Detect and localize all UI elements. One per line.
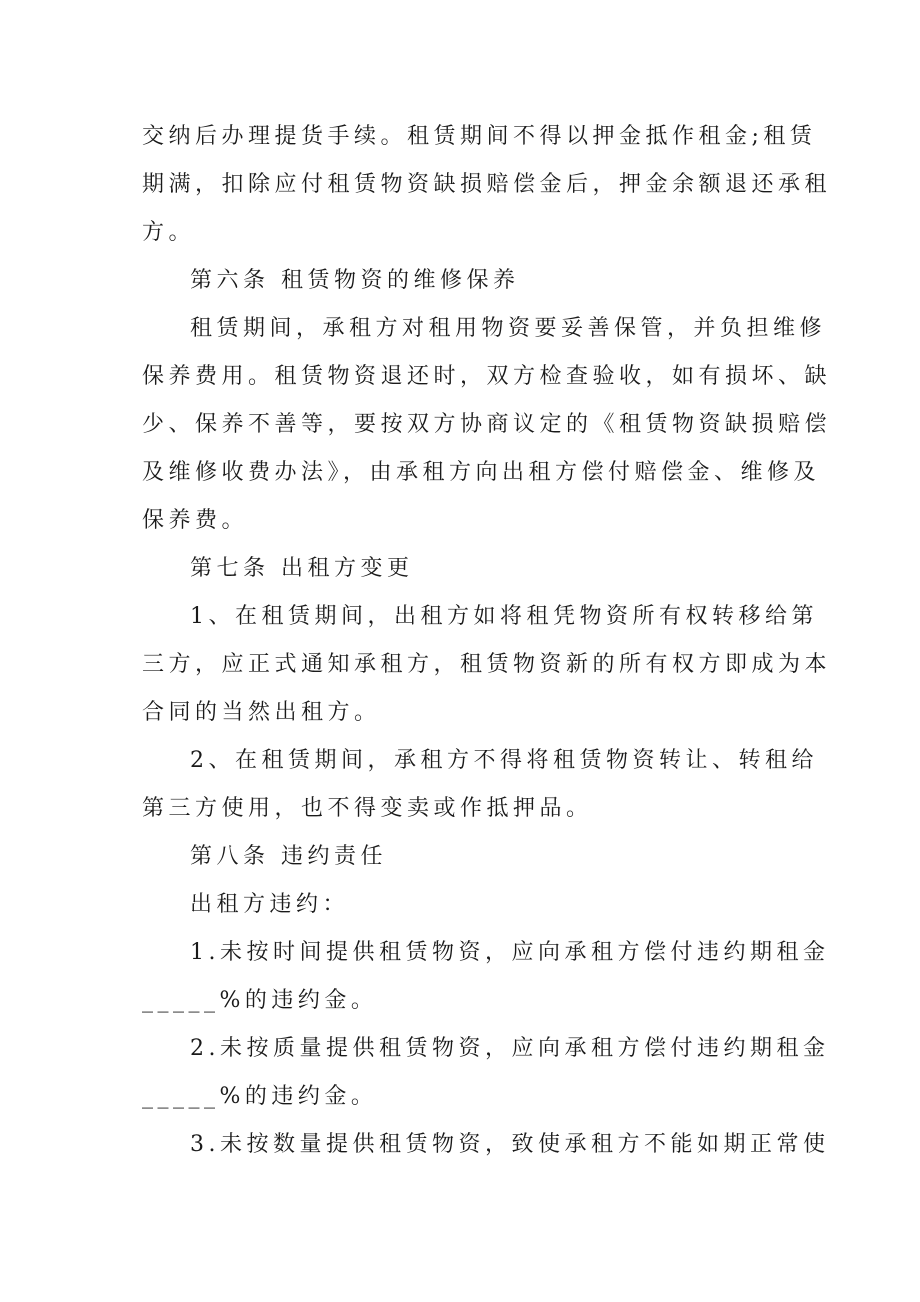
text-line: 1.未按时间提供租赁物资，应向承租方偿付违约期租金	[190, 940, 830, 965]
article-6-body	[142, 305, 832, 545]
text-line: 1、在租赁期间，出租方如将租凭物资所有权转移给第	[190, 604, 818, 629]
text-line: 出租方违约：	[190, 892, 350, 917]
article-8-item-3	[142, 1121, 830, 1169]
article-6-heading	[142, 257, 782, 305]
section-heading: 第六条 租赁物资的维修保养	[190, 268, 520, 293]
text-line: _____%的违约金。	[142, 988, 378, 1013]
text-line: 租赁期间，承租方对租用物资要妥善保管，并负担维修	[190, 316, 827, 341]
text-line: 少、保养不善等，要按双方协商议定的《租赁物资缺损赔偿	[142, 412, 832, 437]
article-7-item-2	[142, 737, 818, 833]
paragraph-deposit-continuation	[142, 113, 832, 257]
text-line: _____%的违约金。	[142, 1084, 378, 1109]
text-line: 2.未按质量提供租赁物资，应向承租方偿付违约期租金	[190, 1036, 830, 1061]
section-heading: 第八条 违约责任	[190, 844, 387, 869]
article-7-heading	[142, 545, 782, 593]
article-8-lessor-label	[142, 881, 782, 929]
article-8-item-1	[142, 929, 830, 1025]
text-line: 期满，扣除应付租赁物资缺损赔偿金后，押金余额退还承租	[142, 172, 832, 197]
text-line: 方。	[142, 220, 196, 245]
article-7-item-1	[142, 593, 832, 737]
text-line: 合同的当然出租方。	[142, 700, 381, 725]
text-line: 三方，应正式通知承租方，租赁物资新的所有权方即成为本	[142, 652, 832, 677]
text-line: 保养费。	[142, 508, 249, 533]
text-line: 3.未按数量提供租赁物资，致使承租方不能如期正常使	[190, 1132, 830, 1157]
section-heading: 第七条 出租方变更	[190, 556, 414, 581]
text-line: 交纳后办理提货手续。租赁期间不得以押金抵作租金;租赁	[142, 124, 817, 149]
text-line: 2、在租赁期间，承租方不得将租赁物资转让、转租给	[190, 748, 818, 773]
article-8-item-2	[142, 1025, 830, 1121]
article-8-heading	[142, 833, 782, 881]
text-line: 保养费用。租赁物资退还时，双方检查验收，如有损坏、缺	[142, 364, 832, 389]
text-line: 第三方使用，也不得变卖或作抵押品。	[142, 796, 593, 821]
text-line: 及维修收费办法》，由承租方向出租方偿付赔偿金、维修及	[142, 460, 821, 485]
